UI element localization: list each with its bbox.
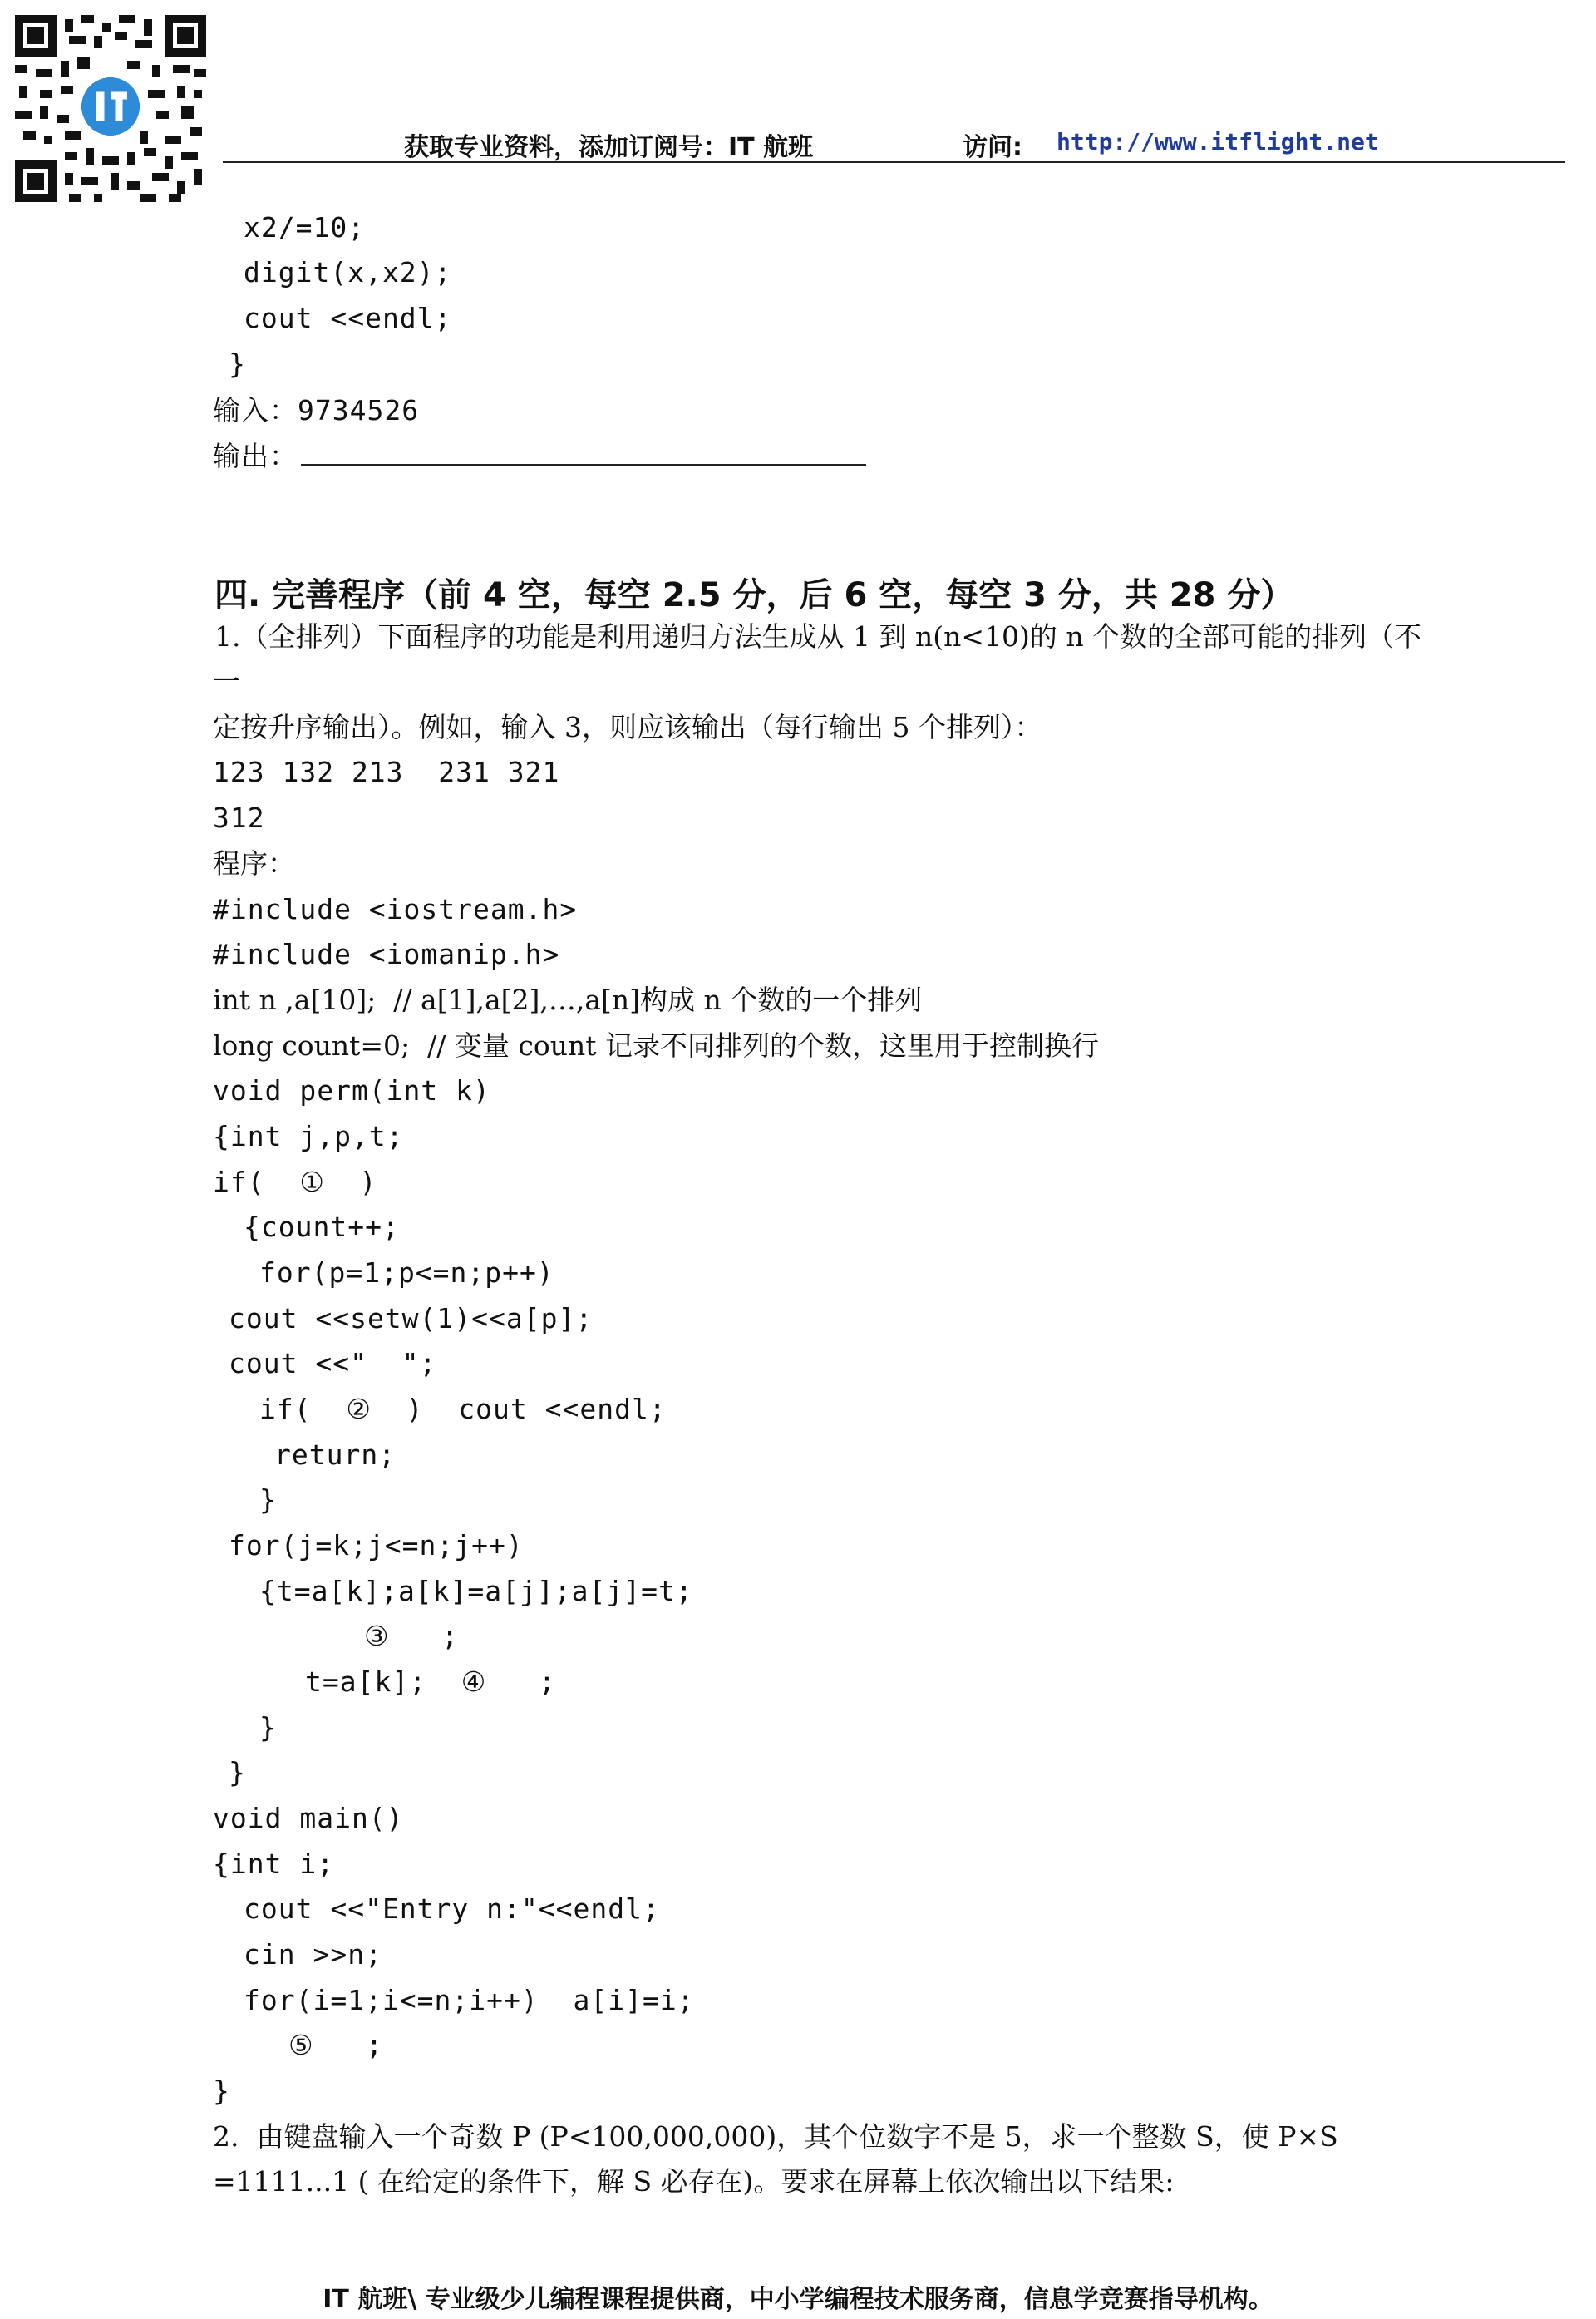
code-line: for(j=k;j<=n;j++) xyxy=(229,1529,524,1562)
code-line: return; xyxy=(274,1438,397,1471)
output-label: 输出： xyxy=(213,440,298,472)
code-line: long count=0; // 变量 count 记录不同排列的个数，这里用于控制换行 xyxy=(213,1029,1099,1062)
code-line-blank-1: if( ① ) xyxy=(213,1166,377,1198)
code-line: void perm(int k) xyxy=(213,1074,490,1107)
code-line-blank-4: t=a[k]; ④ ; xyxy=(305,1665,556,1698)
code-line: #include <iostream.h> xyxy=(213,893,578,925)
input-line: 输入：9734526 xyxy=(213,394,420,427)
section-heading: 四. 完善程序（前 4 空，每空 2.5 分，后 6 空，每空 3 分，共 28 分） xyxy=(214,576,1294,614)
code-line: {t=a[k];a[k]=a[j];a[j]=t; xyxy=(259,1575,693,1607)
code-line: for(p=1;p<=n;p++) xyxy=(259,1256,554,1289)
code-line: #include <iomanip.h> xyxy=(213,938,560,970)
code-line-blank-5: ⑤ ; xyxy=(288,2029,384,2061)
code-line: digit(x,x2); xyxy=(244,256,452,289)
code-line-blank-3: ③ ; xyxy=(364,1620,460,1652)
code-line: {int i; xyxy=(213,1848,335,1880)
code-line: } xyxy=(259,1711,277,1744)
code-line: {int j,p,t; xyxy=(213,1120,404,1152)
code-line: int n ,a[10]; // a[1],a[2],…,a[n]构成 n 个数的一个排列 xyxy=(213,984,923,1016)
code-line: cout <<setw(1)<<a[p]; xyxy=(229,1302,594,1335)
code-line: cout <<" "; xyxy=(229,1347,437,1379)
header-visit-label: 访问: xyxy=(963,133,1022,162)
header-url-link[interactable]: http://www.itflight.net xyxy=(1057,128,1379,155)
sample-output: 123 132 213 231 321 xyxy=(213,756,560,788)
page-footer: IT 航班\ 专业级少儿编程课程提供商，中小学编程技术服务商，信息学竞赛指导机构。 xyxy=(323,2285,1273,2314)
question-text: 一 xyxy=(213,665,240,698)
code-line: {count++; xyxy=(244,1211,400,1243)
code-line: void main() xyxy=(213,1802,404,1834)
code-line: x2/=10; xyxy=(244,211,366,244)
code-line: cout <<endl; xyxy=(244,302,452,334)
code-line: for(i=1;i<=n;i++) a[i]=i; xyxy=(244,1984,695,2016)
question-text: =1111...1 ( 在给定的条件下，解 S 必存在)。要求在屏幕上依次输出以下结果: xyxy=(213,2165,1175,2198)
header-slogan: 获取专业资料，添加订阅号：IT 航班 xyxy=(404,133,814,162)
code-line-blank-2: if( ② ) cout <<endl; xyxy=(259,1393,667,1425)
answer-blank xyxy=(301,441,866,466)
question-text: 定按升序输出）。例如，输入 3，则应该输出（每行输出 5 个排列）： xyxy=(213,711,1042,743)
question-text: 2. 由键盘输入一个奇数 P (P<100,000,000)，其个位数字不是 5，求一个整数 S，使 P×S xyxy=(213,2120,1338,2153)
code-line: cout <<"Entry n:"<<endl; xyxy=(244,1892,660,1925)
question-text: 1.（全排列）下面程序的功能是利用递归方法生成从 1 到 n(n<10)的 n 个数的全部可能的排列（不 xyxy=(214,620,1422,653)
code-line: } xyxy=(229,348,246,380)
code-line: } xyxy=(259,1483,277,1516)
output-line xyxy=(213,440,866,473)
code-line: cin >>n; xyxy=(244,1938,382,1971)
code-line: } xyxy=(213,2075,230,2107)
program-label: 程序： xyxy=(213,847,295,880)
code-line: } xyxy=(229,1756,246,1789)
sample-output: 312 xyxy=(213,802,265,834)
